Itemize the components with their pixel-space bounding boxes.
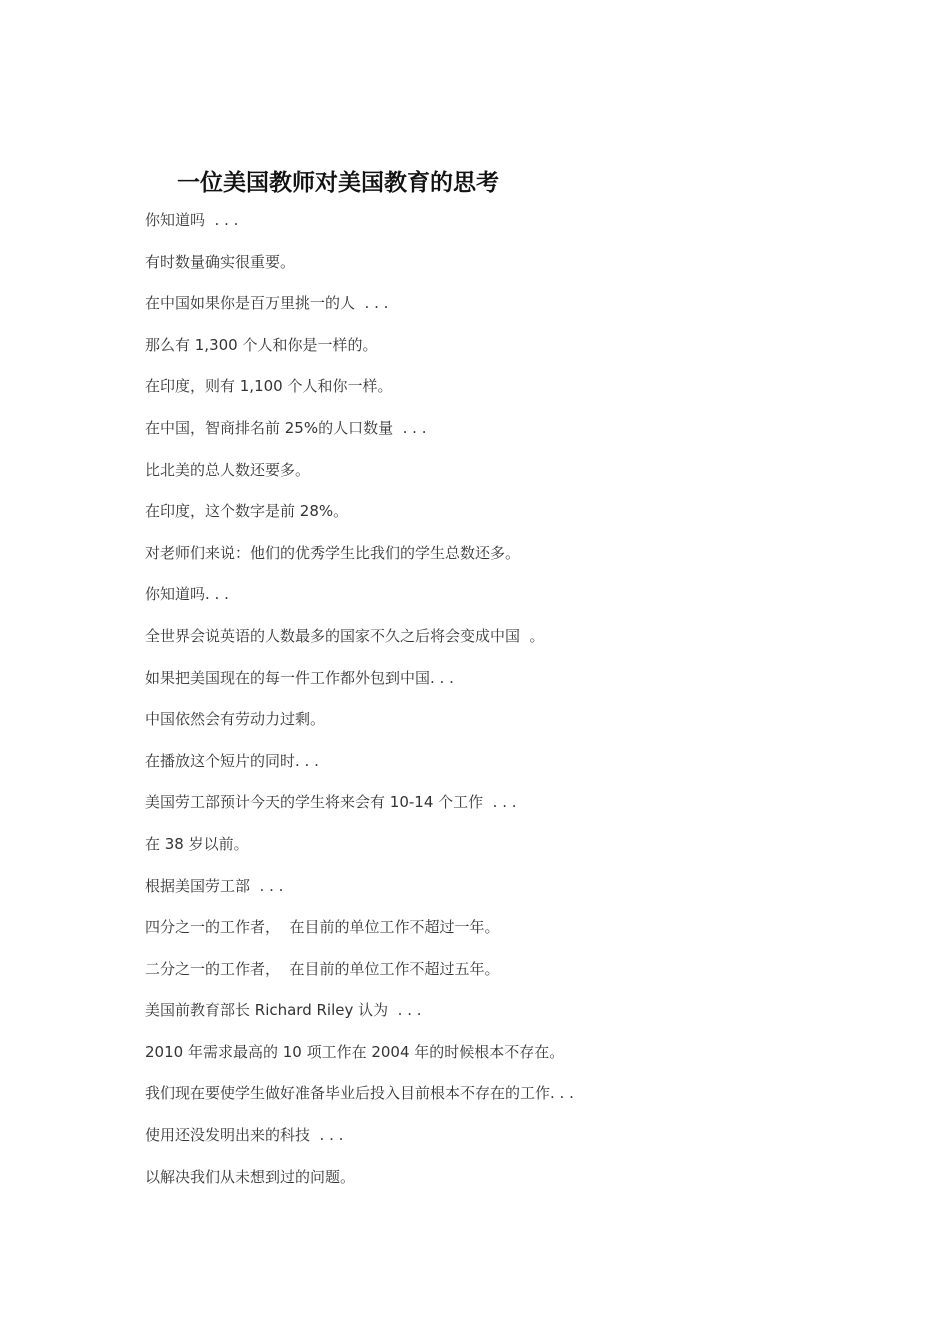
body-line: 二分之一的工作者， 在目前的单位工作不超过五年。 (145, 959, 500, 978)
document-body (145, 207, 574, 1205)
body-line: 美国前教育部长 Richard Riley 认为 . . . (145, 1001, 422, 1020)
body-line: 那么有 1,300 个人和你是一样的。 (145, 335, 378, 354)
body-line: 全世界会说英语的人数最多的国家不久之后将会变成中国 。 (145, 626, 545, 645)
body-line: 在印度，这个数字是前 28%。 (145, 502, 349, 521)
body-line: 在中国如果你是百万里挑一的人 . . . (145, 294, 389, 313)
body-line: 在印度，则有 1,100 个人和你一样。 (145, 377, 393, 396)
body-line: 你知道吗 . . . (145, 211, 239, 229)
body-line: 四分之一的工作者， 在目前的单位工作不超过一年。 (145, 918, 500, 937)
body-line: 有时数量确实很重要。 (145, 252, 296, 271)
body-line: 使用还没发明出来的科技 . . . (145, 1126, 344, 1145)
body-line: 中国依然会有劳动力过剩。 (145, 710, 326, 729)
body-line: 美国劳工部预计今天的学生将来会有 10-14 个工作 . . . (145, 793, 517, 812)
body-line: 在播放这个短片的同时. . . (145, 751, 319, 770)
body-line: 你知道吗. . . (145, 585, 229, 604)
body-line: 对老师们来说：他们的优秀学生比我们的学生总数还多。 (145, 543, 521, 562)
body-line: 2010 年需求最高的 10 项工作在 2004 年的时候根本不存在。 (145, 1042, 565, 1061)
body-line: 在中国，智商排名前 25%的人口数量 . . . (145, 418, 427, 437)
body-line: 在 38 岁以前。 (145, 834, 249, 853)
body-line: 如果把美国现在的每一件工作都外包到中国. . . (145, 668, 454, 687)
body-line: 我们现在要使学生做好准备毕业后投入目前根本不存在的工作. . . (145, 1084, 574, 1103)
body-line: 根据美国劳工部 . . . (145, 876, 284, 895)
body-line: 比北美的总人数还要多。 (145, 460, 311, 479)
body-line: 以解决我们从未想到过的问题。 (145, 1167, 356, 1186)
document-title: 一位美国教师对美国教育的思考 (177, 170, 499, 196)
